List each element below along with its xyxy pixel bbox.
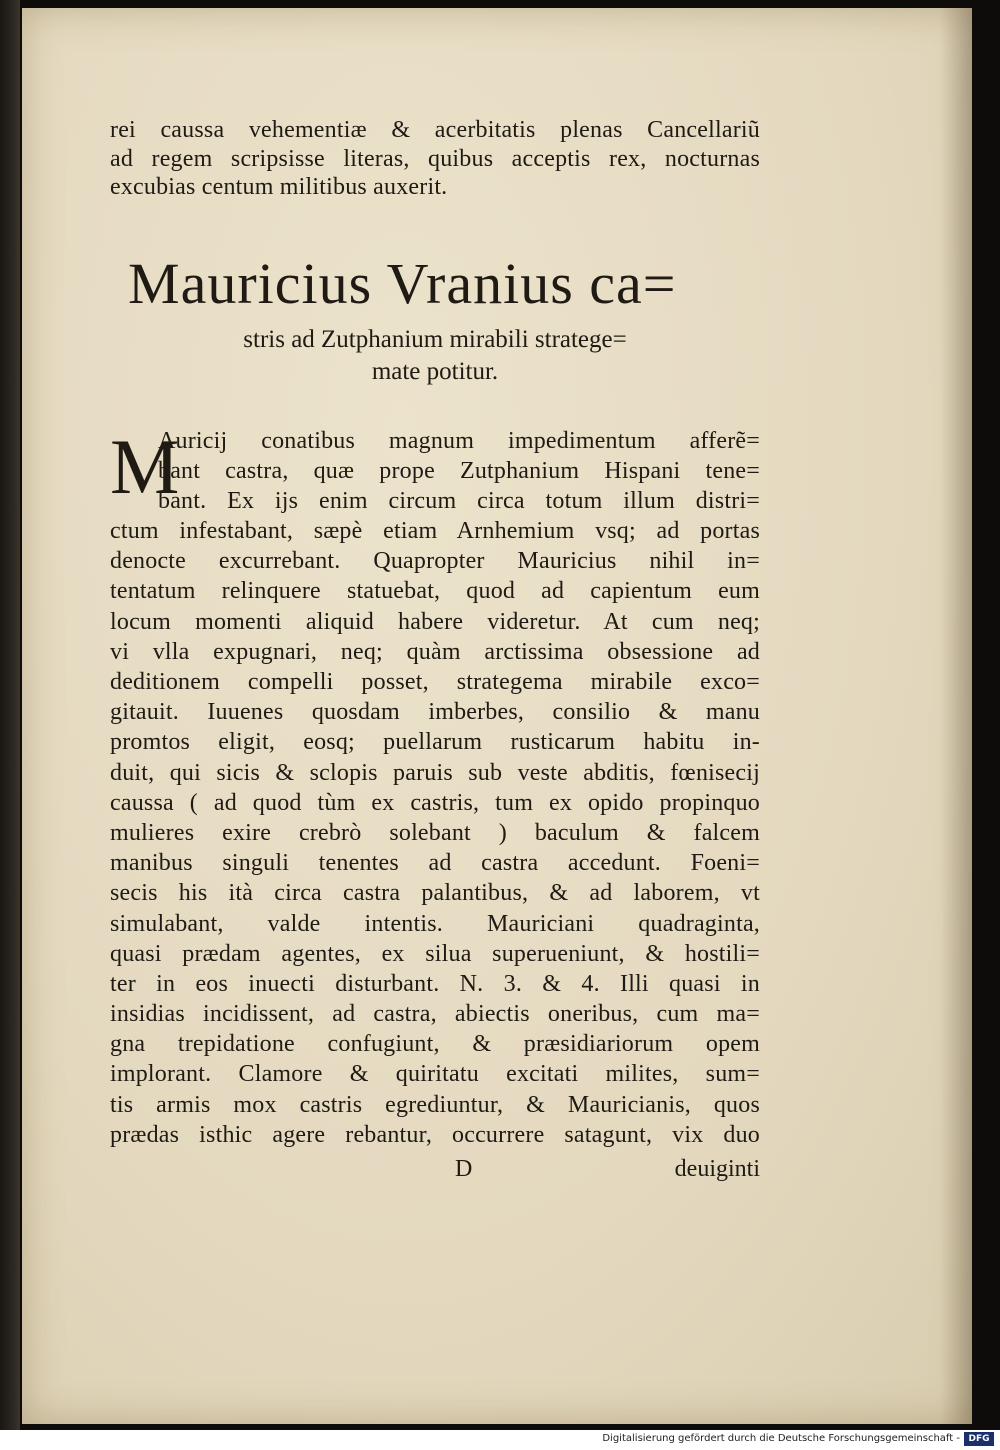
- body-line: implorant. Clamore & quiritatu excitati milites, sum=: [110, 1061, 760, 1088]
- body-line: manibus singuli tenentes ad castra accedunt. Foeni=: [110, 850, 760, 877]
- body-line: gitauit. Iuuenes quosdam imberbes, consilio & manu: [110, 699, 760, 726]
- intro-line: ad regem scripsisse literas, quibus acceptis rex, nocturnas: [110, 145, 760, 172]
- body-line: deditionem compelli posset, strategema mirabile exco=: [110, 669, 760, 695]
- body-line: gna trepidatione confugiunt, & præsidiariorum opem: [110, 1031, 760, 1058]
- body-line: vi vlla expugnari, neq; quàm arctissima obsessione ad: [110, 638, 760, 665]
- intro-paragraph: [110, 116, 760, 202]
- page-footer-line: [110, 1154, 760, 1184]
- body-line: quasi prædam agentes, ex silua superueniunt, & hostili=: [110, 940, 760, 967]
- body-line: secis his ità circa castra palantibus, & ad laborem, vt: [110, 880, 760, 907]
- text-block: [110, 116, 760, 1184]
- intro-line: excubias centum militibus auxerit.: [110, 174, 448, 200]
- body-line: insidias incidissent, ad castra, abiectis oneribus, cum ma=: [110, 1001, 760, 1028]
- section-subheading: mate potitur.: [371, 357, 499, 385]
- section-subheading: stris ad Zutphanium mirabili stratege=: [243, 325, 627, 353]
- body-line: mulieres exire crebrò solebant ) baculum & falcem: [110, 819, 760, 846]
- body-line: ctum infestabant, sæpè etiam Arnhemium vsq; ad portas: [110, 518, 760, 545]
- body-line: caussa ( ad quod tùm ex castris, tum ex opido propinquo: [110, 789, 760, 816]
- drop-cap: M: [110, 422, 180, 510]
- body-line: bant castra, quæ prope Zutphanium Hispani tene=: [158, 457, 760, 484]
- body-line: ter in eos inuecti disturbant. N. 3. & 4. Illi quasi in: [110, 970, 760, 997]
- body-paragraph: [110, 422, 760, 1185]
- credit-bar: [0, 1430, 1000, 1450]
- body-line: Auricij conatibus magnum impedimentum afferẽ=: [158, 427, 760, 454]
- document-page: [22, 8, 972, 1424]
- body-line: prædas isthic agere rebantur, occurrere satagunt, vix duo: [110, 1121, 760, 1148]
- section-heading: Mauricius Vranius ca=: [128, 250, 677, 316]
- body-line: duit, qui sicis & sclopis paruis sub veste abditis, fœnisecij: [110, 759, 760, 786]
- page-shadow: [940, 8, 972, 1424]
- intro-line: rei caussa vehementiæ & acerbitatis plenas Cancellariũ: [110, 117, 760, 143]
- body-line: bant. Ex ijs enim circum circa totum illum distri=: [158, 487, 760, 514]
- body-line: denocte excurrebant. Quapropter Mauricius nihil in=: [110, 548, 760, 575]
- signature-mark: D: [455, 1156, 473, 1182]
- book-spine-edge: [0, 0, 20, 1430]
- body-line: tis armis mox castris egrediuntur, & Mauricianis, quos: [110, 1091, 760, 1118]
- body-line: simulabant, valde intentis. Mauriciani quadraginta,: [110, 910, 760, 937]
- body-line: promtos eligit, eosq; puellarum rusticarum habitu in-: [110, 729, 760, 756]
- body-line: locum momenti aliquid habere videretur. At cum neq;: [110, 608, 760, 635]
- dfg-logo: DFG: [964, 1432, 994, 1446]
- body-line: tentatum relinquere statuebat, quod ad capientum eum: [110, 578, 760, 605]
- catchword: deuiginti: [674, 1156, 760, 1182]
- digitization-credit: Digitalisierung gefördert durch die Deutsche Forschungsgemeinschaft -: [602, 1433, 960, 1444]
